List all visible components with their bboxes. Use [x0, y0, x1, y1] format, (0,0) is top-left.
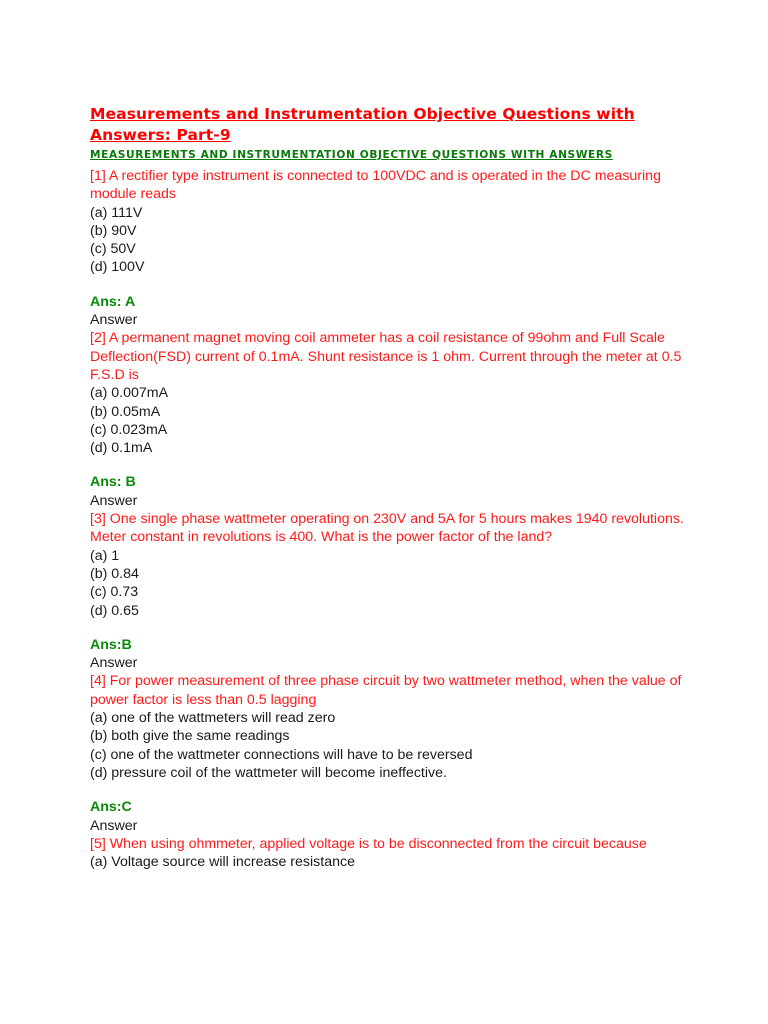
option-a: (a) 1: [90, 547, 120, 564]
option-a: (a) Voltage source will increase resistance: [90, 854, 355, 871]
question-text: [2] A permanent magnet moving coil ammeter has a coil resistance of 99ohm and Full Scale Deflection(FSD) current of 0.1mA. Shunt resistance is 1 ohm. Current through the meter at 0.5 F.S.D is: [90, 330, 682, 383]
option-d: (d) pressure coil of the wattmeter will become ineffective.: [90, 764, 447, 781]
answer-key: Ans:C: [90, 799, 132, 816]
question-block-1: [90, 167, 710, 329]
answer-toggle[interactable]: Answer: [90, 655, 138, 672]
page-title: Measurements and Instrumentation Objective Questions with Answers: Part-9: [90, 105, 635, 144]
option-b: (b) both give the same readings: [90, 728, 290, 745]
question-block-5: [90, 835, 710, 872]
page-subtitle[interactable]: MEASUREMENTS AND INSTRUMENTATION OBJECTIVE QUESTIONS WITH ANSWERS: [90, 149, 613, 161]
answer-toggle[interactable]: Answer: [90, 492, 138, 509]
option-b: (b) 90V: [90, 222, 137, 239]
question-text: [1] A rectifier type instrument is connected to 100VDC and is operated in the DC measuring module reads: [90, 168, 661, 203]
option-d: (d) 0.1mA: [90, 440, 153, 457]
answer-key: Ans: A: [90, 293, 136, 310]
question-text: [5] When using ohmmeter, applied voltage is to be disconnected from the circuit because: [90, 835, 647, 852]
option-d: (d) 100V: [90, 259, 145, 276]
answer-toggle[interactable]: Answer: [90, 817, 138, 834]
option-b: (b) 0.84: [90, 565, 139, 582]
option-a: (a) 0.007mA: [90, 385, 169, 402]
option-a: (a) one of the wattmeters will read zero: [90, 710, 336, 727]
answer-key: Ans:B: [90, 636, 132, 653]
option-c: (c) 0.023mA: [90, 421, 168, 438]
question-text: [3] One single phase wattmeter operating on 230V and 5A for 5 hours makes 1940 revolutions. Meter constant in revolutions is 400. What is the power factor of the land?: [90, 511, 684, 546]
question-block-4: [90, 672, 710, 834]
question-text: [4] For power measurement of three phase circuit by two wattmeter method, when the value of power factor is less than 0.5 lagging: [90, 673, 682, 708]
question-block-3: [90, 510, 710, 672]
option-c: (c) 0.73: [90, 584, 139, 601]
option-a: (a) 111V: [90, 204, 143, 221]
document-page: [90, 104, 710, 871]
answer-toggle[interactable]: Answer: [90, 312, 138, 329]
option-d: (d) 0.65: [90, 602, 139, 619]
answer-key: Ans: B: [90, 474, 136, 491]
option-b: (b) 0.05mA: [90, 403, 161, 420]
question-block-2: [90, 329, 710, 510]
option-c: (c) 50V: [90, 241, 136, 258]
option-c: (c) one of the wattmeter connections will have to be reversed: [90, 746, 473, 763]
